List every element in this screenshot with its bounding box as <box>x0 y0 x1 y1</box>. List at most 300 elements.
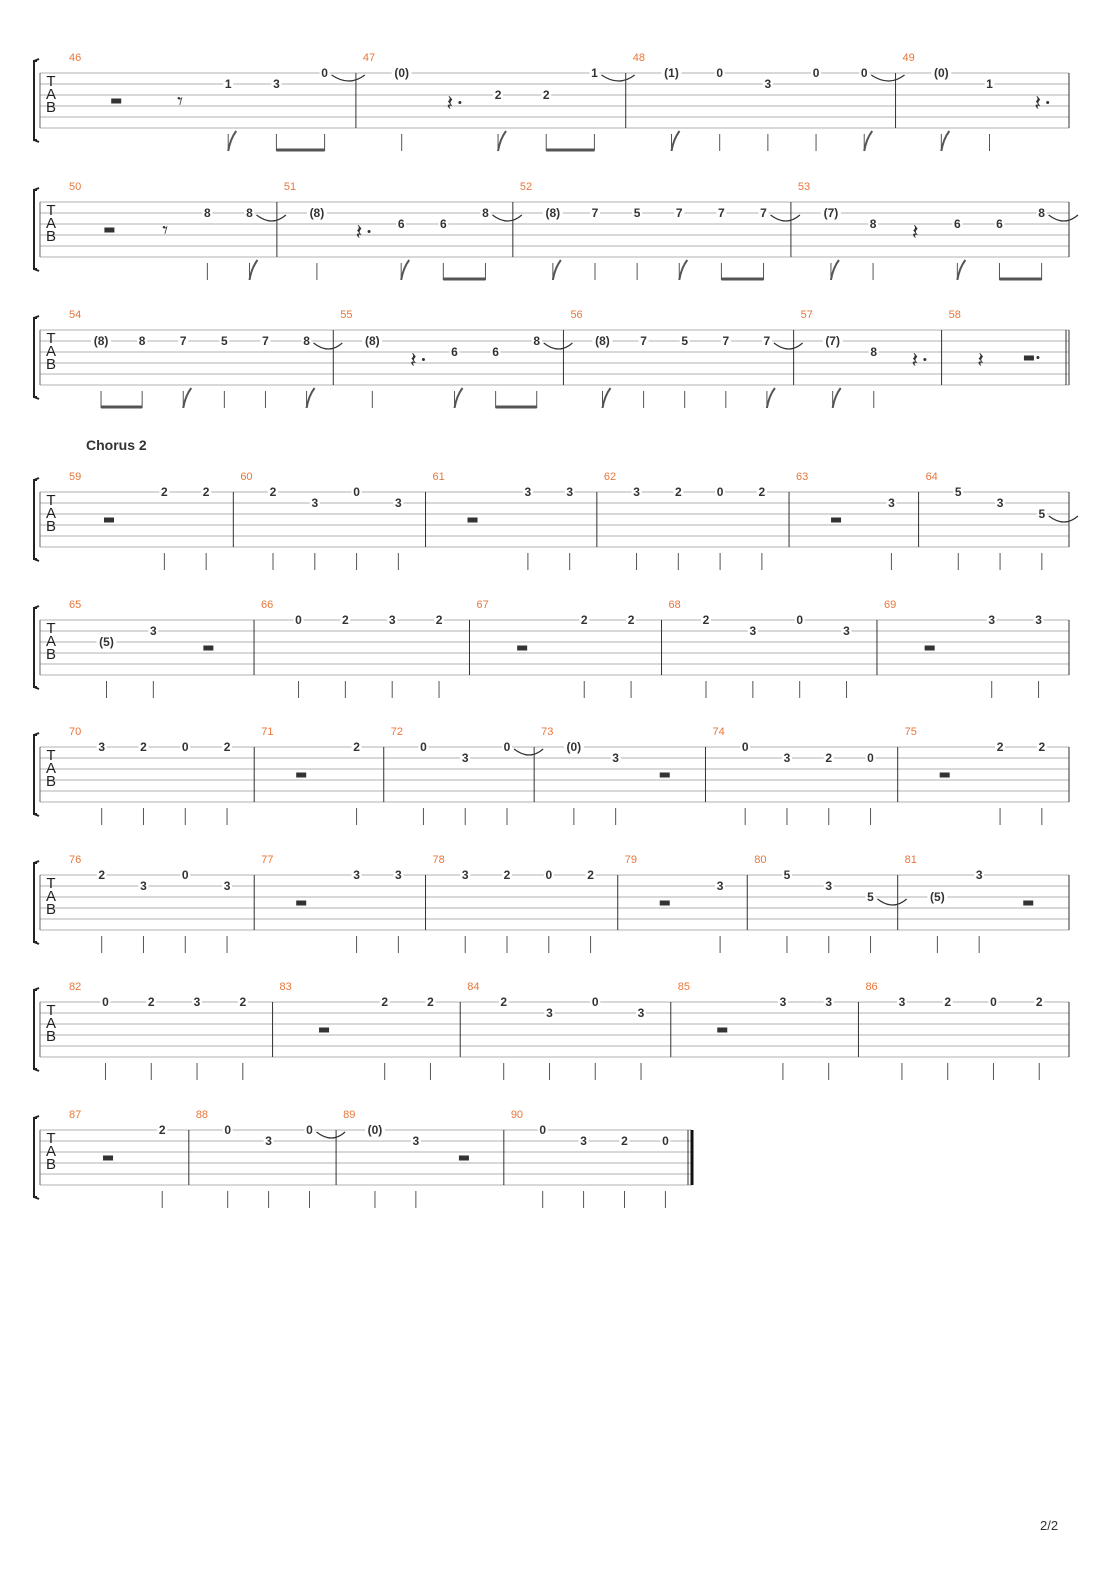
measure-46 <box>69 52 365 151</box>
measure-82 <box>69 981 273 1080</box>
fret-number: (0) <box>367 1123 383 1137</box>
fret-number: 0 <box>306 1123 313 1137</box>
measure-number: 76 <box>69 854 82 866</box>
fret-number: 3 <box>546 1006 553 1020</box>
bracket-hook-bottom <box>34 397 39 399</box>
half-rest <box>319 1028 329 1033</box>
tie-arc <box>878 899 907 905</box>
fret-number: 7 <box>262 334 269 348</box>
fret-number: 7 <box>718 206 725 220</box>
fret-number: 3 <box>566 485 574 499</box>
bracket-hook-bottom <box>34 140 39 142</box>
tie-arc <box>332 75 365 81</box>
measure-number: 71 <box>261 726 274 738</box>
measure-number: 54 <box>69 309 82 321</box>
measure-number: 66 <box>261 599 274 611</box>
tab-system-5 <box>34 599 1069 698</box>
fret-number: 6 <box>439 217 447 231</box>
measure-69 <box>884 599 1069 698</box>
fret-number: 3 <box>996 496 1004 510</box>
tab-clef-letter: T <box>46 747 56 764</box>
fret-number: 3 <box>988 613 996 627</box>
half-rest <box>660 773 670 778</box>
fret-number: 2 <box>494 88 502 102</box>
fret-number: 3 <box>612 751 619 765</box>
tab-clef-letter: T <box>46 202 56 219</box>
fret-number: 0 <box>181 740 189 754</box>
fret-number: 3 <box>749 624 757 638</box>
system-bracket <box>34 318 37 397</box>
eighth-flag <box>553 260 561 280</box>
eighth-flag <box>957 260 965 280</box>
tab-clef-letter: B <box>45 1156 57 1173</box>
fret-number: 2 <box>1035 995 1043 1009</box>
tab-clef-letter: B <box>45 356 57 373</box>
fret-number: 1 <box>224 77 232 91</box>
half-rest <box>925 646 935 651</box>
tab-clef-letter: T <box>46 620 56 637</box>
tab-clef-letter: T <box>46 1130 56 1147</box>
half-rest <box>296 901 306 906</box>
system-bracket <box>34 61 37 140</box>
fret-number: 1 <box>591 66 598 80</box>
bracket-hook-bottom <box>34 1197 39 1199</box>
quarter-rest: 𝄽 <box>911 220 919 246</box>
fret-number: 0 <box>545 868 553 882</box>
fret-number: 2 <box>702 613 710 627</box>
measure-number: 46 <box>69 52 82 64</box>
fret-number: (8) <box>93 334 109 348</box>
fret-number: 3 <box>898 995 906 1009</box>
tie-arc <box>314 343 343 349</box>
measure-number: 72 <box>390 726 403 738</box>
measure-number: 75 <box>904 726 917 738</box>
tab-clef-letter: A <box>45 215 57 232</box>
fret-number: 5 <box>954 485 962 499</box>
eighth-flag <box>831 260 839 280</box>
tie-arc <box>1049 516 1078 522</box>
fret-number: 8 <box>303 334 310 348</box>
fret-number: 2 <box>147 995 155 1009</box>
measure-number: 56 <box>570 309 583 321</box>
tie-arc <box>544 343 573 349</box>
fret-number: (0) <box>566 740 582 754</box>
fret-number: (0) <box>394 66 410 80</box>
fret-number: 2 <box>542 88 550 102</box>
half-rest <box>517 646 527 651</box>
eighth-flag <box>455 388 463 408</box>
tab-clef-letter: A <box>45 86 57 103</box>
measure-72 <box>391 726 543 825</box>
fret-number: 7 <box>591 206 599 220</box>
system-bracket <box>34 863 37 942</box>
fret-number: 2 <box>98 868 106 882</box>
fret-number: 2 <box>621 1134 628 1148</box>
fret-number: (8) <box>364 334 380 348</box>
fret-number: 3 <box>888 496 895 510</box>
fret-number: 3 <box>637 1006 645 1020</box>
fret-number: 3 <box>461 751 469 765</box>
tab-clef-letter: B <box>45 518 57 535</box>
tie-arc <box>774 343 803 349</box>
measure-number: 67 <box>476 599 489 611</box>
fret-number: 3 <box>273 77 280 91</box>
measure-73 <box>541 726 705 825</box>
measure-number: 58 <box>948 309 961 321</box>
rest-dot <box>458 101 461 104</box>
eighth-rest: 𝄾 <box>162 218 169 244</box>
fret-number: 0 <box>812 66 820 80</box>
tab-clef-letter: A <box>45 633 57 650</box>
eighth-flag <box>401 260 409 280</box>
measure-90 <box>511 1109 692 1208</box>
fret-number: (5) <box>930 890 945 904</box>
bracket-hook-top <box>34 988 39 990</box>
eighth-flag <box>498 131 506 151</box>
fret-number: 3 <box>311 496 319 510</box>
measure-87 <box>69 1109 189 1208</box>
measure-78 <box>433 854 618 953</box>
tab-clef-letter: B <box>45 646 57 663</box>
fret-number: 6 <box>451 345 458 359</box>
rest-dot <box>1036 356 1039 359</box>
measure-83 <box>280 981 461 1080</box>
half-rest <box>1023 901 1033 906</box>
half-rest <box>296 773 306 778</box>
measure-65 <box>69 599 254 698</box>
fret-number: 7 <box>640 334 647 348</box>
measure-59 <box>69 471 233 570</box>
fret-number: 2 <box>342 613 349 627</box>
tab-clef-letter: T <box>46 492 56 509</box>
measure-71 <box>261 726 384 825</box>
measure-89 <box>343 1109 504 1208</box>
tab-clef-letter: A <box>45 888 57 905</box>
measure-number: 90 <box>510 1109 524 1121</box>
tab-clef-letter: B <box>45 1028 57 1045</box>
measure-54 <box>69 309 342 408</box>
fret-number: 8 <box>869 217 877 231</box>
measure-81 <box>905 854 1069 953</box>
half-rest <box>104 518 114 523</box>
tab-system-6 <box>34 726 1069 825</box>
fret-number: 7 <box>760 206 767 220</box>
quarter-rest: 𝄽 <box>446 91 454 117</box>
measure-number: 88 <box>195 1109 209 1121</box>
eighth-flag <box>941 131 949 151</box>
fret-number: 2 <box>500 995 508 1009</box>
eighth-flag <box>602 388 610 408</box>
fret-number: 0 <box>662 1134 669 1148</box>
fret-number: 3 <box>388 613 396 627</box>
measure-77 <box>261 854 425 953</box>
tab-clef-letter: B <box>45 901 57 918</box>
fret-number: 0 <box>796 613 804 627</box>
fret-number: 8 <box>1038 206 1045 220</box>
measure-57 <box>801 309 942 408</box>
fret-number: 0 <box>716 66 724 80</box>
measure-number: 52 <box>519 181 533 193</box>
fret-number: 8 <box>533 334 541 348</box>
half-rest <box>111 99 121 104</box>
fret-number: 7 <box>722 334 730 348</box>
tie-arc <box>601 75 634 81</box>
measure-88 <box>196 1109 345 1208</box>
fret-number: (0) <box>933 66 949 80</box>
measure-number: 57 <box>800 309 813 321</box>
fret-number: 2 <box>158 1123 166 1137</box>
fret-number: (7) <box>825 334 840 348</box>
fret-number: 3 <box>98 740 106 754</box>
fret-number: 5 <box>221 334 228 348</box>
tab-clef-letter: A <box>45 505 57 522</box>
fret-number: 2 <box>503 868 511 882</box>
fret-number: 2 <box>996 740 1004 754</box>
fret-number: 6 <box>397 217 405 231</box>
fret-number: 2 <box>825 751 833 765</box>
fret-number: 3 <box>223 879 231 893</box>
fret-number: 8 <box>246 206 253 220</box>
bracket-hook-top <box>34 188 39 190</box>
fret-number: 0 <box>867 751 874 765</box>
tab-clef-letter: T <box>46 875 56 892</box>
fret-number: 0 <box>860 66 868 80</box>
fret-number: 1 <box>986 77 993 91</box>
half-rest <box>459 1156 469 1161</box>
measure-48 <box>633 52 905 151</box>
measure-number: 69 <box>883 599 897 611</box>
fret-number: 0 <box>741 740 749 754</box>
fret-number: 2 <box>239 995 247 1009</box>
eighth-flag <box>249 260 257 280</box>
fret-number: 3 <box>140 879 147 893</box>
rest-dot <box>368 230 371 233</box>
bracket-hook-bottom <box>34 269 39 271</box>
half-rest <box>468 518 478 523</box>
eighth-flag <box>679 260 687 280</box>
eighth-flag <box>228 131 236 151</box>
fret-number: 3 <box>779 995 787 1009</box>
measure-number: 70 <box>69 726 82 738</box>
measure-number: 53 <box>797 181 811 193</box>
fret-number: 0 <box>102 995 109 1009</box>
fret-number: 2 <box>202 485 210 499</box>
tab-clef-letter: A <box>45 343 57 360</box>
eighth-flag <box>672 131 680 151</box>
measure-number: 64 <box>925 471 938 483</box>
fret-number: 2 <box>580 613 588 627</box>
fret-number: 3 <box>524 485 532 499</box>
measure-number: 80 <box>754 854 767 866</box>
bracket-hook-bottom <box>34 942 39 944</box>
fret-number: 6 <box>492 345 499 359</box>
measure-76 <box>69 854 254 953</box>
tab-clef-letter: B <box>45 99 57 116</box>
measure-number: 77 <box>261 854 274 866</box>
measure-number: 59 <box>69 471 82 483</box>
fret-number: 0 <box>503 740 511 754</box>
tab-clef-letter: T <box>46 1002 56 1019</box>
system-bracket <box>34 608 37 687</box>
measure-number: 82 <box>69 981 82 993</box>
tab-system-1 <box>34 52 1069 151</box>
fret-number: 3 <box>764 77 772 91</box>
fret-number: 5 <box>633 206 641 220</box>
tab-clef-letter: A <box>45 1015 57 1032</box>
fret-number: 3 <box>193 995 201 1009</box>
measure-50 <box>69 181 286 280</box>
fret-number: 0 <box>321 66 328 80</box>
measure-56 <box>570 309 802 408</box>
fret-number: (8) <box>309 206 325 220</box>
measure-number: 89 <box>343 1109 356 1121</box>
fret-number: 2 <box>353 740 360 754</box>
tab-system-4 <box>34 471 1078 570</box>
measure-85 <box>678 981 859 1080</box>
bracket-hook-bottom <box>34 559 39 561</box>
bracket-hook-top <box>34 478 39 480</box>
fret-number: 0 <box>420 740 427 754</box>
quarter-rest: 𝄽 <box>410 348 417 374</box>
measure-47 <box>363 52 635 151</box>
eighth-flag <box>864 131 872 151</box>
measure-55 <box>340 309 572 408</box>
bracket-hook-top <box>34 606 39 608</box>
fret-number: 0 <box>353 485 360 499</box>
tie-arc <box>514 749 543 755</box>
quarter-rest: 𝄽 <box>355 220 363 246</box>
fret-number: 2 <box>381 995 389 1009</box>
bracket-hook-top <box>34 59 39 61</box>
bracket-hook-top <box>34 316 39 318</box>
quarter-rest: 𝄽 <box>977 348 984 374</box>
measure-52 <box>520 181 800 280</box>
fret-number: 3 <box>265 1134 272 1148</box>
fret-number: 2 <box>758 485 766 499</box>
fret-number: 3 <box>395 868 402 882</box>
fret-number: 3 <box>783 751 791 765</box>
fret-number: 8 <box>870 345 878 359</box>
half-rest <box>103 1156 113 1161</box>
measure-68 <box>669 599 877 698</box>
system-bracket <box>34 190 37 269</box>
tie-arc <box>317 1132 346 1138</box>
fret-number: 0 <box>990 995 997 1009</box>
measure-number: 61 <box>432 471 445 483</box>
fret-number: 3 <box>461 868 469 882</box>
fret-number: (5) <box>99 635 114 649</box>
fret-number: 6 <box>954 217 961 231</box>
fret-number: 3 <box>580 1134 587 1148</box>
fret-number: 3 <box>825 879 833 893</box>
half-rest <box>104 228 114 233</box>
bracket-hook-bottom <box>34 814 39 816</box>
fret-number: 8 <box>138 334 146 348</box>
fret-number: 2 <box>627 613 635 627</box>
page-number: 2/2 <box>1040 1518 1059 1533</box>
system-bracket <box>34 1118 37 1197</box>
fret-number: 5 <box>1038 507 1046 521</box>
quarter-rest: 𝄽 <box>1034 91 1042 117</box>
fret-number: 2 <box>1038 740 1046 754</box>
measure-84 <box>467 981 671 1080</box>
measure-number: 73 <box>541 726 554 738</box>
measure-number: 68 <box>668 599 681 611</box>
measure-number: 62 <box>603 471 617 483</box>
measure-61 <box>433 471 597 570</box>
fret-number: (1) <box>664 66 679 80</box>
measure-number: 47 <box>362 52 376 64</box>
tie-arc <box>1049 215 1078 221</box>
measure-62 <box>604 471 789 570</box>
tab-system-2 <box>34 181 1078 280</box>
measure-number: 48 <box>632 52 645 64</box>
fret-number: 2 <box>161 485 168 499</box>
half-rest <box>831 518 841 523</box>
tab-system-8 <box>34 981 1069 1080</box>
fret-number: 0 <box>539 1123 547 1137</box>
bracket-hook-bottom <box>34 687 39 689</box>
fret-number: (8) <box>545 206 561 220</box>
fret-number: 2 <box>944 995 952 1009</box>
measure-number: 60 <box>240 471 253 483</box>
measure-number: 81 <box>904 854 917 866</box>
fret-number: 2 <box>674 485 682 499</box>
fret-number: 0 <box>181 868 189 882</box>
measure-74 <box>712 726 897 825</box>
tab-clef-letter: T <box>46 330 56 347</box>
measure-number: 86 <box>865 981 878 993</box>
measure-60 <box>240 471 425 570</box>
eighth-flag <box>183 388 191 408</box>
fret-number: 2 <box>427 995 434 1009</box>
fret-number: 0 <box>591 995 599 1009</box>
half-rest <box>717 1028 727 1033</box>
fret-number: 0 <box>224 1123 232 1137</box>
measure-67 <box>476 599 661 698</box>
half-rest <box>660 901 670 906</box>
measure-number: 55 <box>340 309 353 321</box>
rest-dot <box>422 358 425 361</box>
fret-number: 3 <box>149 624 157 638</box>
measure-63 <box>796 471 919 570</box>
fret-number: 3 <box>353 868 360 882</box>
system-bracket <box>34 735 37 814</box>
tab-clef-letter: A <box>45 760 57 777</box>
tab-system-3 <box>34 309 1069 408</box>
measure-number: 87 <box>69 1109 82 1121</box>
system-bracket <box>34 990 37 1069</box>
measure-number: 63 <box>796 471 809 483</box>
half-rest <box>203 646 213 651</box>
fret-number: 7 <box>675 206 683 220</box>
measure-66 <box>261 599 469 698</box>
fret-number: 3 <box>633 485 640 499</box>
measure-number: 49 <box>902 52 915 64</box>
fret-number: (7) <box>823 206 839 220</box>
fret-number: 5 <box>783 868 791 882</box>
bracket-hook-bottom <box>34 1069 39 1071</box>
fret-number: 2 <box>140 740 147 754</box>
tie-arc <box>871 75 904 81</box>
eighth-flag <box>767 388 775 408</box>
tab-system-9 <box>34 1109 692 1208</box>
measure-75 <box>905 726 1069 825</box>
bracket-hook-top <box>34 861 39 863</box>
fret-number: 3 <box>395 496 402 510</box>
tab-clef-letter: B <box>45 773 57 790</box>
rest-dot <box>1046 101 1049 104</box>
